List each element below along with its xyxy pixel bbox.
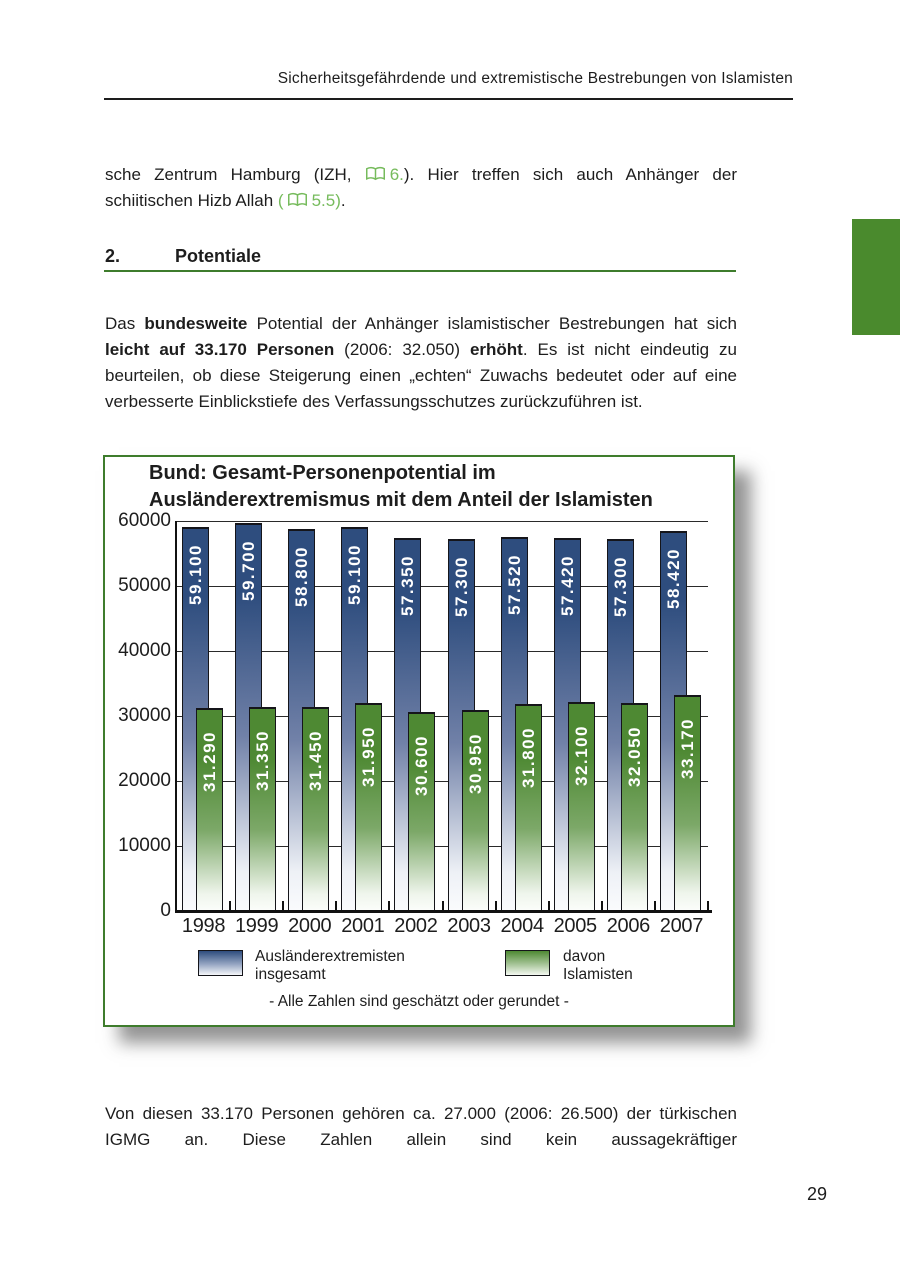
y-axis-tick-label: 50000: [118, 575, 171, 596]
x-axis-category-label: 2000: [288, 915, 332, 937]
x-axis-category-label: 1998: [181, 915, 226, 937]
potential-paragraph: [105, 311, 737, 415]
text-run: (2006: 32.050): [334, 340, 470, 359]
page-number: 29: [806, 1184, 827, 1204]
bar-value-label: 30.950: [465, 732, 485, 794]
bar-value-label: 32.050: [624, 725, 644, 787]
bar-islamisten-1998: [196, 708, 223, 911]
header-rule: [104, 98, 793, 100]
bar-value-label: 31.950: [359, 726, 379, 788]
x-axis-category-label: 2003: [447, 915, 491, 937]
y-axis-tick-label: 20000: [118, 770, 171, 791]
chart-title-line-1: Bund: Gesamt-Personenpotential im: [149, 462, 496, 484]
cross-reference-1[interactable]: [365, 165, 404, 184]
y-axis-tick-label: 60000: [118, 510, 171, 531]
bar-value-label: 31.290: [200, 730, 219, 792]
bar-islamisten-2007: [674, 695, 701, 911]
section-number: 2.: [105, 246, 121, 266]
x-axis-category-label: 2007: [659, 915, 704, 937]
bar-islamisten-2000: [302, 707, 329, 911]
legend-label-auslaenderextremisten: [255, 948, 405, 984]
bar-value-label: 31.450: [306, 729, 326, 791]
bar-value-label: 57.520: [504, 554, 524, 616]
x-axis-tick: [654, 901, 656, 910]
y-axis-line: [175, 521, 177, 913]
section-heading-rule: [104, 270, 736, 272]
gridline: [177, 521, 708, 522]
text-run: Das: [105, 314, 145, 333]
chapter-tab: [852, 219, 900, 335]
bar-islamisten-2005: [568, 702, 595, 911]
intro-text-1: sche Zentrum Hamburg (IZH,: [105, 165, 365, 184]
x-axis-category-label: 2001: [341, 915, 385, 937]
bar-islamisten-2001: [355, 703, 382, 911]
bar-value-label: 57.420: [557, 554, 577, 616]
bar-value-label: 57.300: [610, 555, 630, 617]
book-icon: [365, 166, 386, 182]
x-axis-category-label: 2005: [553, 915, 597, 937]
legend-line: insgesamt: [255, 966, 326, 983]
x-axis-tick: [388, 901, 390, 910]
bold-run: erhöht: [469, 340, 523, 359]
section-title: Potentiale: [175, 246, 262, 266]
closing-paragraph: Von diesen 33.170 Personen gehören ca. 27.000 (2006: 26.500) der türkischen IGMG an. Diese Zahlen allein sind kein aussagekräftiger: [105, 1104, 737, 1149]
chart-footnote: - Alle Zahlen sind geschätzt oder gerundet -: [269, 993, 569, 1010]
bar-islamisten-2003: [462, 710, 489, 911]
chart-title-line-2: Ausländerextremismus mit dem Anteil der Islamisten: [149, 489, 653, 511]
y-axis-tick-label: 30000: [118, 705, 171, 726]
bar-islamisten-1999: [249, 707, 276, 911]
x-axis-tick: [335, 901, 337, 910]
cross-reference-2[interactable]: [278, 191, 341, 210]
bar-islamisten-2002: [408, 712, 435, 911]
bar-value-label: 57.300: [451, 555, 471, 617]
bar-value-label: 30.600: [412, 735, 432, 797]
chart-title: [149, 460, 653, 514]
x-axis-tick: [282, 901, 284, 910]
intro-text-3: .: [340, 191, 346, 210]
x-axis-tick: [229, 901, 231, 910]
intro-text-2: ). Hier treffen sich auch Anhänger der schiitischen Hizb Allah: [105, 165, 737, 210]
y-axis-tick-label: 40000: [118, 640, 171, 661]
bar-value-label: 32.100: [571, 725, 591, 787]
bar-value-label: 58.420: [663, 548, 683, 610]
bar-value-label: 59.700: [239, 539, 259, 601]
bar-value-label: 57.350: [398, 555, 418, 617]
x-axis-tick: [442, 901, 444, 910]
legend-line: davon: [563, 948, 606, 965]
x-axis-tick: [495, 901, 497, 910]
bold-run: leicht auf 33.170 Personen: [105, 340, 335, 359]
bar-value-label: 59.100: [186, 543, 205, 605]
y-axis-tick-label: 10000: [118, 835, 171, 856]
reference-label: 5.5): [311, 191, 341, 210]
x-axis-category-label: 2004: [500, 915, 544, 937]
chart-panel: [103, 455, 735, 1027]
legend-line: Islamisten: [563, 966, 633, 983]
y-axis-tick-label: 0: [160, 900, 171, 921]
x-axis-category-label: 1999: [234, 915, 279, 937]
bar-value-label: 58.800: [292, 545, 312, 607]
reference-label: 6.: [389, 165, 404, 184]
legend-swatch-islamisten: [505, 950, 550, 976]
bold-run: bundesweite: [144, 314, 248, 333]
text-run: . Es ist nicht eindeutig zu beurteilen, ob diese Steigerung einen „echten“ Zuwachs bedeutet oder auf eine verbesserte Einblickstiefe des Verfassungsschutzes zurückzuführen ist.: [105, 340, 738, 411]
x-axis-category-label: 2006: [606, 915, 650, 937]
bar-value-label: 59.100: [345, 543, 365, 605]
legend-label-islamisten: [563, 948, 633, 984]
x-axis-line: [175, 910, 712, 913]
bar-value-label: 31.800: [518, 727, 538, 789]
page-header: Sicherheitsgefährdende und extremistische Bestrebungen von Islamisten: [277, 70, 793, 87]
y-axis-labels: [105, 510, 171, 921]
bar-value-label: 33.170: [677, 718, 697, 780]
legend-line: Ausländerextremisten: [255, 948, 405, 965]
x-axis-tick: [548, 901, 550, 910]
x-axis-tick: [601, 901, 603, 910]
book-icon: [287, 192, 308, 208]
legend-swatch-auslaenderextremisten: [198, 950, 243, 976]
x-axis-tick: [707, 901, 709, 910]
text-run: Potential der Anhänger islamistischer Bestrebungen hat sich: [247, 314, 737, 333]
reference-paren: (: [277, 191, 284, 210]
intro-paragraph: [105, 162, 737, 214]
bar-value-label: 31.350: [253, 730, 273, 792]
chart-plot: [177, 521, 708, 937]
bar-islamisten-2006: [621, 703, 648, 911]
x-axis-category-label: 2002: [394, 915, 438, 937]
bar-islamisten-2004: [515, 704, 542, 911]
